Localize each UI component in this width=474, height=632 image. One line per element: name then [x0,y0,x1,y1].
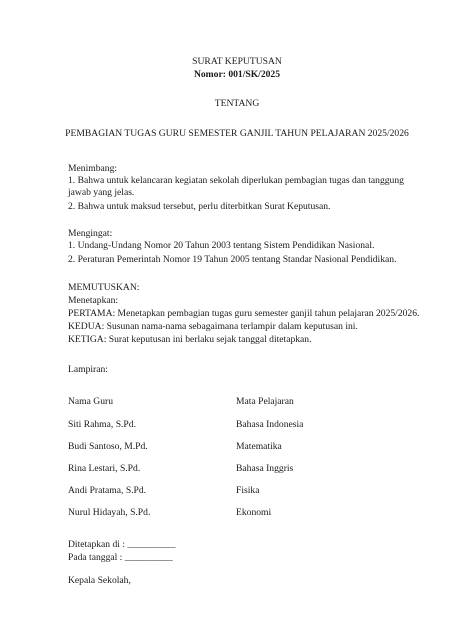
teacher-name: Rina Lestari, S.Pd. [68,463,141,474]
mengingat-item: 2. Peraturan Pemerintah Nomor 19 Tahun 2005 tentang Standar Nasional Pendidikan. [68,254,397,265]
teacher-subject: Bahasa Inggris [236,463,294,474]
teacher-name: Budi Santoso, M.Pd. [68,441,148,452]
teacher-subject: Fisika [236,485,260,496]
column-header-name: Nama Guru [68,396,114,407]
kepala-sekolah: Kepala Sekolah, [68,575,131,586]
teacher-subject: Matematika [236,441,282,452]
teacher-name: Nurul Hidayah, S.Pd. [68,507,151,518]
lampiran-heading: Lampiran: [68,364,108,375]
document-subject: PEMBAGIAN TUGAS GURU SEMESTER GANJIL TAHUN PELAJARAN 2025/2026 [65,128,409,139]
decision-item: KEDUA: Susunan nama-nama sebagaimana terlampir dalam keputusan ini. [68,321,358,332]
memutuskan-heading: MEMUTUSKAN: [68,282,140,293]
menimbang-item: 1. Bahwa untuk kelancaran kegiatan sekolah diperlukan pembagian tugas dan tanggung [68,175,404,186]
pada-tanggal: Pada tanggal : __________ [68,552,173,563]
menimbang-heading: Menimbang: [68,163,118,174]
menimbang-item: jawab yang jelas. [68,187,135,198]
teacher-subject: Bahasa Indonesia [236,419,304,430]
column-header-subject: Mata Pelajaran [236,396,294,407]
decision-item: KETIGA: Surat keputusan ini berlaku sejak tanggal ditetapkan. [68,334,312,345]
menetapkan-heading: Menetapkan: [68,295,119,306]
document-title: SURAT KEPUTUSAN [192,56,282,67]
decision-item: PERTAMA: Menetapkan pembagian tugas guru semester ganjil tahun pelajaran 2025/2026. [68,308,420,319]
menimbang-item: 2. Bahwa untuk maksud tersebut, perlu diterbitkan Surat Keputusan. [68,201,331,212]
teacher-name: Andi Pratama, S.Pd. [68,485,147,496]
ditetapkan-di: Ditetapkan di : __________ [68,539,176,550]
mengingat-item: 1. Undang-Undang Nomor 20 Tahun 2003 tentang Sistem Pendidikan Nasional. [68,240,375,251]
document-number: Nomor: 001/SK/2025 [193,69,281,80]
about-heading: TENTANG [214,98,260,109]
teacher-subject: Ekonomi [236,507,272,518]
teacher-name: Siti Rahma, S.Pd. [68,419,136,430]
mengingat-heading: Mengingat: [68,228,113,239]
